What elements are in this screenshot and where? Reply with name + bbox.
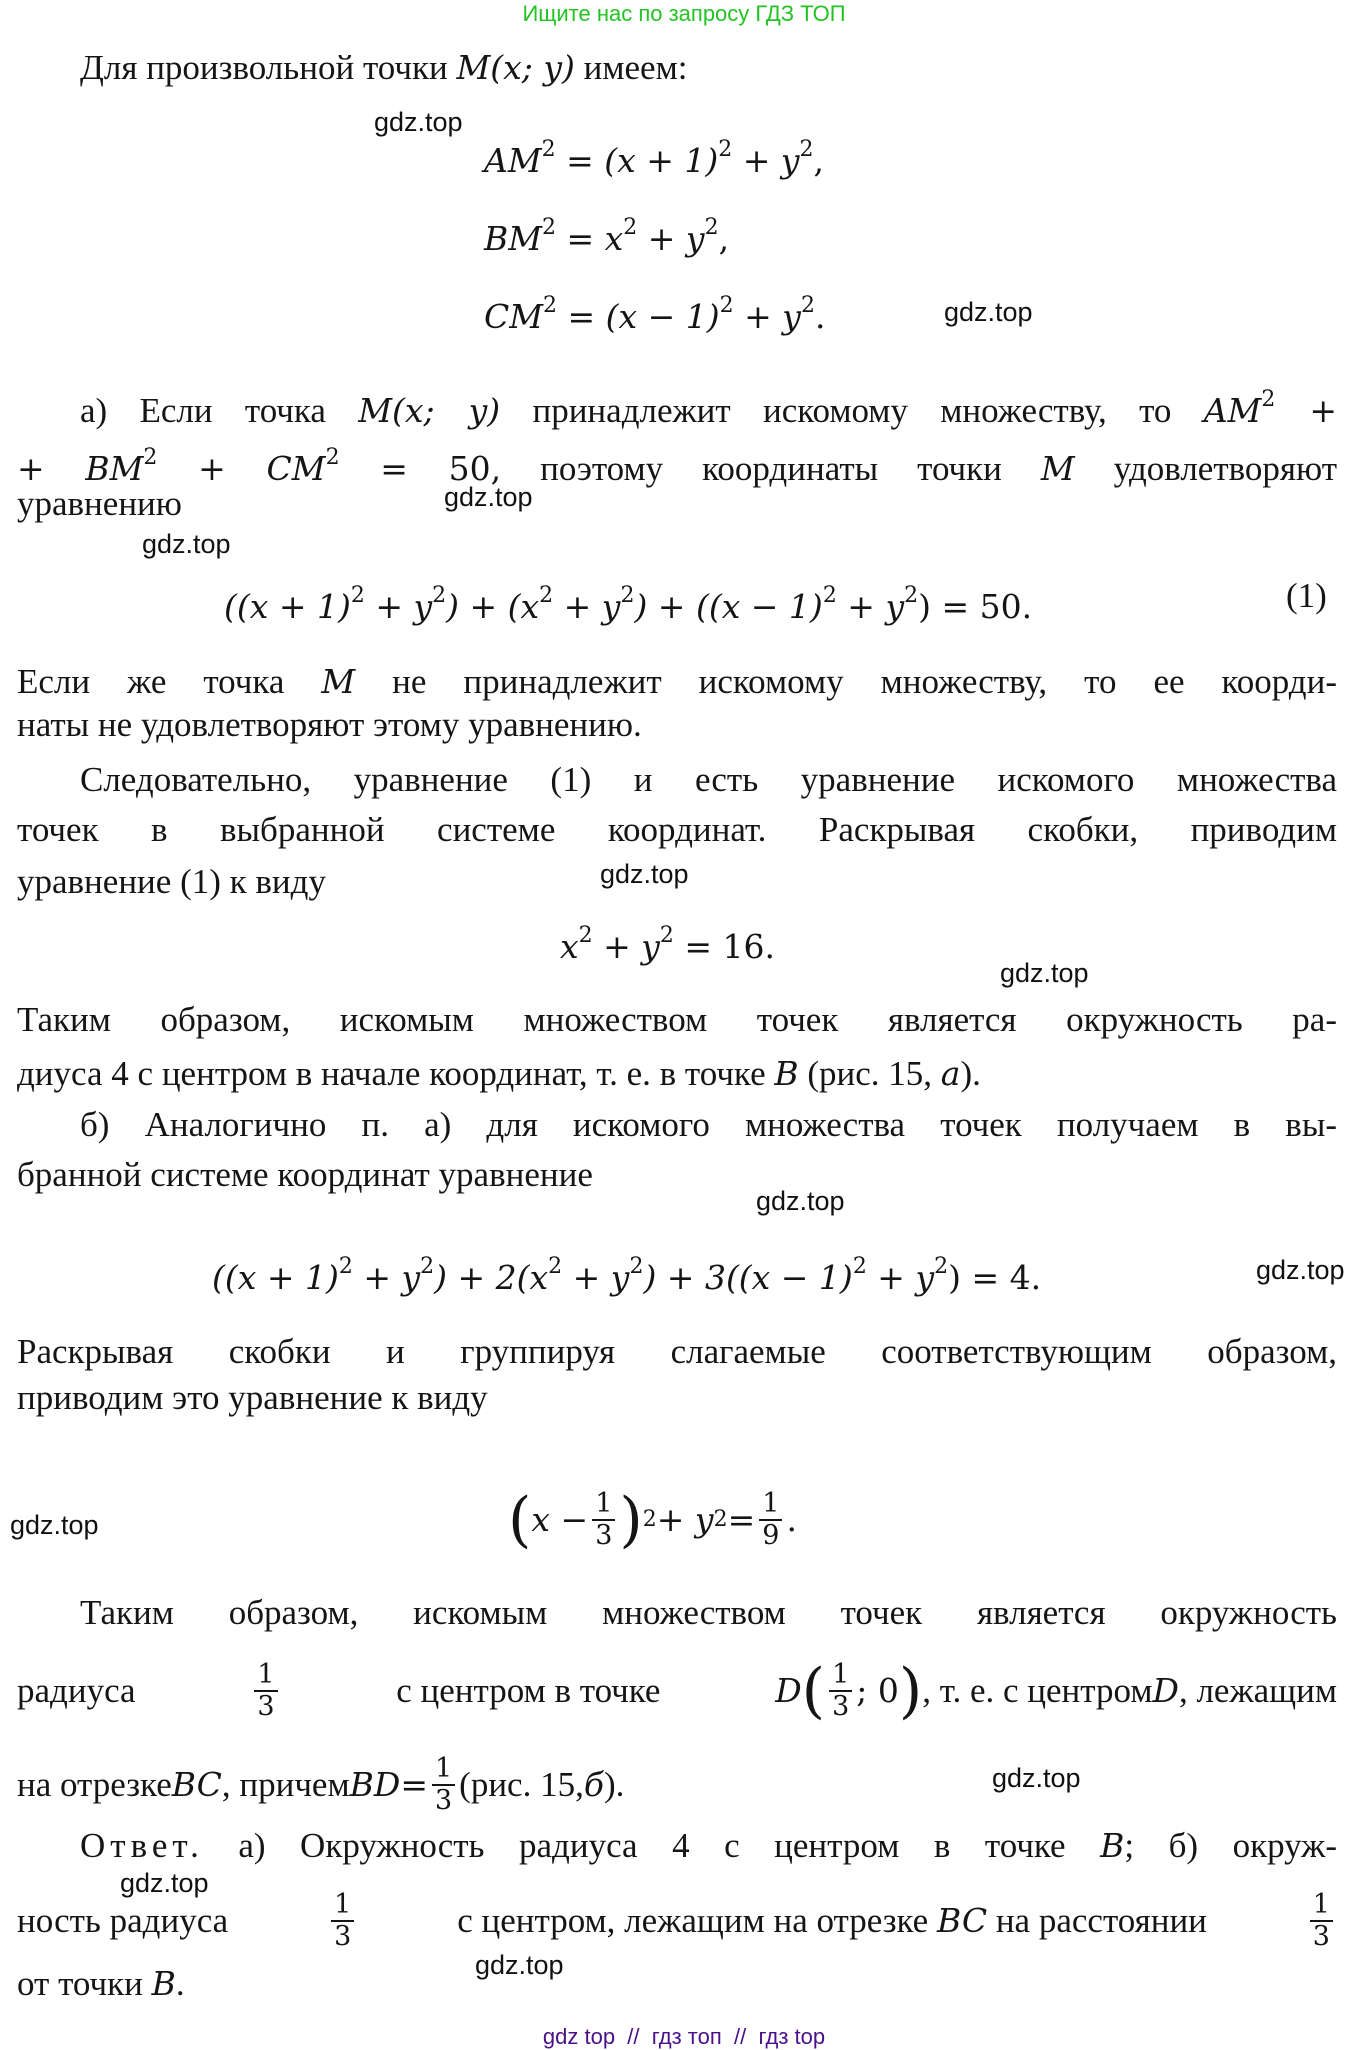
watermark: gdz.top [444,482,533,512]
part-a-line-3: уравнению [17,484,182,523]
math: D [1152,1671,1179,1710]
watermark: gdz.top [475,1950,564,1980]
paragraph-line [17,758,1337,802]
watermark: gdz.top [1256,1255,1345,1285]
math: = 16. [673,927,776,966]
watermark: gdz.top [1000,958,1089,988]
exponent: 2 [642,1507,657,1532]
math-rhs: + y [637,219,705,258]
exponent: 2 [904,583,919,608]
exponent: 2 [934,1254,949,1279]
text: от точки [17,1964,152,2003]
exponent: 2 [852,1254,867,1279]
formula-cm [484,284,825,339]
part-a-line-1 [17,378,1337,433]
watermark: gdz.top [992,1763,1081,1793]
math: BC [171,1765,222,1804]
denominator: 3 [595,1520,613,1551]
exponent: 2 [432,583,447,608]
watermark: gdz.top [120,1868,209,1898]
answer-line-1 [17,1824,1337,1868]
math-lhs: BM [484,219,543,258]
text: ). [960,1054,981,1093]
math-rhs: + y [732,141,800,180]
math-rhs: = (x + 1) [555,141,719,180]
fraction [331,1890,354,1952]
paragraph-line: приводим это уравнение к виду [17,1378,488,1417]
math: x [560,927,579,966]
denominator: 9 [762,1520,780,1551]
fraction [1310,1890,1333,1952]
text: (рис. 15, [459,1765,584,1804]
exponent: 2 [620,583,635,608]
text: а) Окружность радиуса 4 с центром в точке [203,1826,1101,1865]
fraction [759,1489,782,1551]
text: радиуса [17,1671,136,1710]
punct: . [786,1500,797,1539]
paragraph-line: Таким образом, искомым множеством точек является окружность ра- [17,1000,1337,1039]
exponent: 2 [548,1254,563,1279]
exponent: 2 [713,1507,728,1532]
fraction [829,1660,852,1722]
text: удовлетворяют [1113,449,1338,488]
paragraph-line: уравнение (1) к виду [17,862,326,901]
text: (рис. 15, [798,1054,941,1093]
math: + BM [17,449,144,488]
exponent: 2 [578,923,593,948]
math: ) + 2(x [434,1258,549,1297]
equation-b-reduced [508,1470,797,1570]
denominator: 3 [1312,1921,1330,1952]
math: б [583,1765,604,1804]
exponent: 2 [719,293,734,318]
text: б) Аналогично п. а) для искомого множества точек получаем в вы- [80,1105,1337,1144]
intro-text: Для произвольной точки [80,48,457,87]
text: ; б) окруж- [1124,1826,1338,1865]
numerator: 1 [432,1754,455,1786]
math: + y [562,1258,630,1297]
text: . [175,1964,185,2003]
math-M: M [456,48,491,87]
paragraph-line: наты не удовлетворяют этому уравнению. [17,705,642,744]
watermark: gdz.top [756,1186,845,1216]
math: D [775,1671,802,1710]
math-lhs: CM [484,297,544,336]
answer-line-3 [17,1962,185,2006]
math: а [940,1054,961,1093]
denominator: 3 [334,1921,352,1952]
math: + y [352,1258,421,1297]
part-a-line-2 [17,436,1337,491]
math: + [1275,391,1338,430]
fraction [432,1754,455,1816]
exponent: 2 [629,1254,644,1279]
exponent: 2 [822,583,837,608]
math: + y [592,927,660,966]
math-rhs: = (x − 1) [557,297,720,336]
math: BD [349,1765,401,1804]
math: BC [936,1901,988,1940]
equation-b [212,1245,1041,1300]
equation-1-label: (1) [1286,576,1327,615]
exponent: 2 [704,215,719,240]
math: ((x + 1) [212,1258,339,1297]
site-footer: gdz top // гдз топ // гдз top [542,2024,826,2049]
exponent: 2 [799,137,814,162]
watermark: gdz.top [10,1510,99,1540]
text: ность радиуса [17,1901,229,1940]
paragraph-line: Раскрывая скобки и группируя слагаемые соответствующим образом, [17,1332,1337,1371]
paragraph-line [17,1052,981,1096]
part-b-line-2: бранной системе координат уравнение [17,1155,593,1194]
site-banner: Ищите нас по запросу ГДЗ ТОП [522,1,846,26]
math: ) = 50. [918,587,1033,626]
fraction [592,1489,615,1551]
exponent: 2 [1261,387,1276,412]
punct: , [813,141,825,180]
text: принадлежит искомому множеству, то [500,391,1204,430]
math: + y [553,587,621,626]
math: B [774,1054,799,1093]
exponent: 2 [325,445,340,470]
text: Таким образом, искомым множеством точек является окружность [80,1593,1337,1632]
formula-am [484,128,824,183]
math: B [151,1964,176,2003]
exponent: 2 [338,1254,353,1279]
math: ((x + 1) [224,587,351,626]
math: ) = 4. [948,1258,1042,1297]
math: ) + 3((x − 1) [643,1258,853,1297]
text: , лежащим [1178,1671,1337,1710]
text: не принадлежит искомому множеству, то ее коорди- [355,662,1337,701]
exponent: 2 [539,583,554,608]
denominator: 3 [434,1785,453,1816]
math-rhs: + y [733,297,801,336]
math: + y [656,1500,714,1539]
numerator: 1 [1310,1890,1333,1922]
exponent: 2 [623,215,638,240]
exponent: 2 [350,583,365,608]
punct: . [814,297,826,336]
intro-line [80,46,687,90]
math: AM [1203,391,1262,430]
math-rhs: = x [556,219,624,258]
fraction [254,1660,277,1722]
math: ; 0 [856,1671,899,1710]
text: с центром, лежащим на отрезке [457,1901,937,1940]
text: с центром в точке [396,1671,661,1710]
numerator: 1 [829,1660,852,1692]
paren: ) [898,1656,923,1726]
exponent: 2 [543,293,558,318]
text: а) Если точка [80,391,359,430]
denominator: 3 [832,1691,850,1722]
math-args: (x; y) [490,48,575,87]
answer-line-2 [17,1876,1337,1966]
formula-bm [484,206,729,261]
numerator: 1 [759,1489,782,1521]
paren: ) [619,1485,643,1555]
intro-tail: имеем: [574,48,688,87]
punct: , [718,219,730,258]
math: + y [836,587,905,626]
exponent: 2 [420,1254,435,1279]
paragraph-line [17,660,1337,704]
text: на отрезке [17,1765,172,1804]
text: , причем [221,1765,350,1804]
text: ). [604,1765,625,1804]
math: M(x; y) [358,391,501,430]
paren: ( [801,1656,826,1726]
watermark: gdz.top [944,297,1033,327]
exponent: 2 [800,293,815,318]
paragraph-line-bd [17,1740,624,1830]
paragraph-line: точек в выбранной системе координат. Раскрывая скобки, приводим [17,810,1337,849]
watermark: gdz.top [374,107,463,137]
answer-label: Ответ. [80,1826,204,1865]
math: M [321,662,356,701]
equation-circle [560,914,775,969]
math: M [1040,449,1075,488]
exponent: 2 [718,137,733,162]
text: Если же точка [17,662,322,701]
numerator: 1 [254,1660,277,1692]
math: B [1100,1826,1125,1865]
text: Следовательно, уравнение (1) и есть уравнение искомого множества [80,760,1337,799]
text: , т. е. с центром [922,1671,1153,1710]
numerator: 1 [331,1890,354,1922]
exponent: 2 [542,215,557,240]
part-b-line-1 [17,1103,1337,1147]
text: на расстоянии [987,1901,1207,1940]
text: диуса 4 с центром в начале координат, т. е. в точке [17,1054,775,1093]
math: + y [364,587,433,626]
math: ) + (x [446,587,540,626]
math: = [400,1765,428,1804]
denominator: 3 [257,1691,275,1722]
exponent: 2 [541,137,556,162]
exponent: 2 [659,923,674,948]
math-lhs: AM [484,141,542,180]
text: поэтому координаты точки [540,449,1041,488]
paren: ( [508,1485,532,1555]
numerator: 1 [592,1489,615,1521]
equation-1 [224,574,1032,629]
paragraph-line [17,1591,1337,1635]
paragraph-line-radius [17,1646,1337,1736]
watermark: gdz.top [142,529,231,559]
math: = 50, [339,449,502,488]
watermark: gdz.top [600,859,689,889]
math: = [727,1500,756,1539]
math: + CM [157,449,326,488]
math: + y [866,1258,935,1297]
exponent: 2 [143,445,158,470]
math: ) + ((x − 1) [634,587,823,626]
math: x − [531,1500,589,1539]
